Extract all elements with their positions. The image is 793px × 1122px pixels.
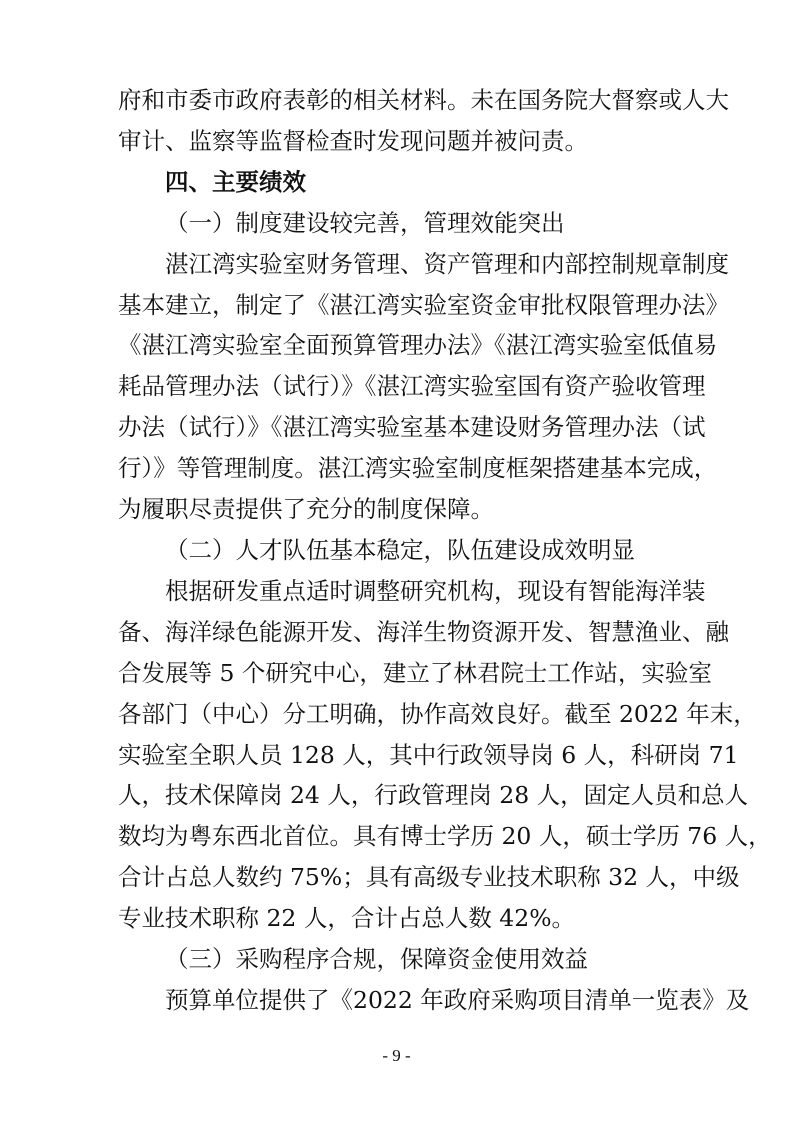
paragraph-line: 基本建立，制定了《湛江湾实验室资金审批权限管理办法》 (118, 291, 729, 319)
paragraph-line: 实验室全职人员 128 人，其中行政领导岗 6 人，科研岗 71 (118, 741, 739, 769)
paragraph-line: 办法（试行）》《湛江湾实验室基本建设财务管理办法（试 (118, 413, 706, 441)
subsection-heading: （一）制度建设较完善，管理效能突出 (165, 209, 565, 237)
section-heading: 四、主要绩效 (165, 168, 306, 196)
paragraph-line: 合发展等 5 个研究中心，建立了林君院士工作站，实验室 (118, 659, 712, 687)
paragraph-line: 湛江湾实验室财务管理、资产管理和内部控制规章制度 (165, 250, 729, 278)
paragraph-line: 为履职尽责提供了充分的制度保障。 (118, 495, 494, 523)
paragraph-line: 专业技术职称 22 人，合计占总人数 42%。 (118, 904, 576, 932)
paragraph-line: 府和市委市政府表彰的相关材料。未在国务院大督察或人大 (118, 86, 729, 114)
paragraph-line: 数均为粤东西北首位。具有博士学历 20 人，硕士学历 76 人， (118, 822, 772, 850)
paragraph-line: 各部门（中心）分工明确，协作高效良好。截至 2022 年末， (118, 700, 757, 728)
paragraph-line: 合计占总人数约 75%；具有高级专业技术职称 32 人，中级 (118, 863, 740, 891)
page-number: - 9 - (382, 1046, 411, 1065)
paragraph-line: 耗品管理办法（试行）》《湛江湾实验室国有资产验收管理 (118, 372, 706, 400)
paragraph-line: 根据研发重点适时调整研究机构，现设有智能海洋装 (165, 577, 706, 605)
paragraph-line: 审计、监察等监督检查时发现问题并被问责。 (118, 127, 588, 155)
paragraph-line: 预算单位提供了《2022 年政府采购项目清单一览表》及 (165, 986, 750, 1014)
paragraph-line: 《湛江湾实验室全面预算管理办法》《湛江湾实验室低值易 (118, 331, 718, 359)
subsection-heading: （三）采购程序合规，保障资金使用效益 (165, 945, 588, 973)
paragraph-line: 行）》等管理制度。湛江湾实验室制度框架搭建基本完成， (118, 454, 718, 482)
subsection-heading: （二）人才队伍基本稳定，队伍建设成效明显 (165, 536, 635, 564)
paragraph-line: 人，技术保障岗 24 人，行政管理岗 28 人，固定人员和总人 (118, 781, 749, 809)
paragraph-line: 备、海洋绿色能源开发、海洋生物资源开发、智慧渔业、融 (118, 618, 729, 646)
